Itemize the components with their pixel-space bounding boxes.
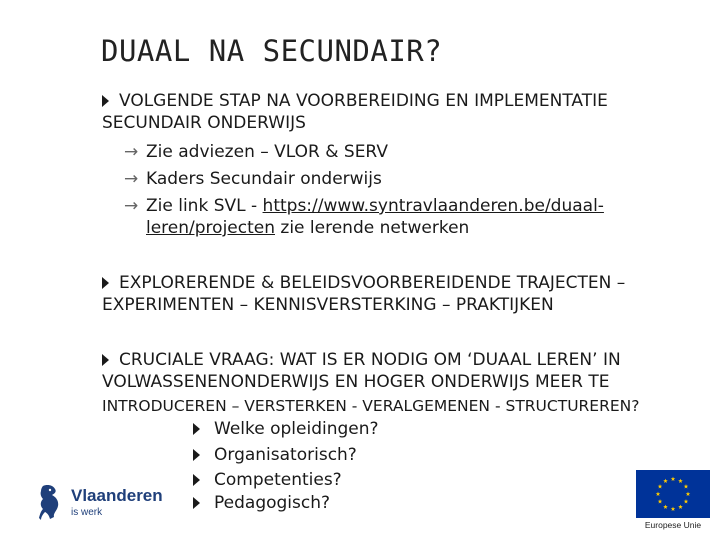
bullet-triangle-icon xyxy=(102,277,109,289)
question-text: Organisatorisch? xyxy=(214,445,357,465)
sub-item-3-continued xyxy=(146,218,469,238)
bullet-triangle-icon xyxy=(193,423,200,435)
eu-caption: Europese Unie xyxy=(644,520,702,530)
question-item xyxy=(193,493,330,513)
sub-item-2-text: Kaders Secundair onderwijs xyxy=(146,169,382,189)
arrow-icon: → xyxy=(124,196,139,216)
question-text: Competenties? xyxy=(214,470,342,490)
sub-item-1 xyxy=(124,141,388,163)
sub-item-3-prefix: Zie link SVL - xyxy=(146,196,263,216)
sub-item-2 xyxy=(124,168,382,190)
section-2-heading xyxy=(102,272,692,316)
section-3-heading-continued: INTRODUCEREN – VERSTERKEN - VERALGEMENEN - STRUCTUREREN? xyxy=(102,397,640,415)
vlaanderen-logo xyxy=(37,477,187,527)
question-text: Pedagogisch? xyxy=(214,493,331,513)
section-1-heading-text: VOLGENDE STAP NA VOORBEREIDING EN IMPLEMENTATIE SECUNDAIR ONDERWIJS xyxy=(102,91,608,133)
question-item xyxy=(193,445,357,465)
slide-title: DUAAL NA SECUNDAIR? xyxy=(101,34,443,68)
section-1-heading xyxy=(102,90,682,134)
bullet-triangle-icon xyxy=(193,474,200,486)
svl-link-line-1[interactable]: https://www.syntravlaanderen.be/duaal- xyxy=(262,196,604,216)
arrow-icon: → xyxy=(124,169,139,189)
sub-item-3 xyxy=(124,195,604,217)
vlaanderen-logo-name: Vlaanderen xyxy=(71,486,163,505)
eu-flag-icon xyxy=(636,470,710,518)
question-item xyxy=(193,419,379,439)
svl-link-line-2[interactable]: leren/projecten xyxy=(146,218,275,238)
question-item xyxy=(193,470,342,490)
sub-item-3-suffix: zie lerende netwerken xyxy=(275,218,470,238)
section-3-heading xyxy=(102,349,702,393)
question-text: Welke opleidingen? xyxy=(214,419,379,439)
section-3-heading-text: CRUCIALE VRAAG: WAT IS ER NODIG OM ‘DUAAL LEREN’ IN VOLWASSENENONDERWIJS EN HOGER ONDERWIJS MEER TE xyxy=(102,350,621,392)
arrow-icon: → xyxy=(124,142,139,162)
bullet-triangle-icon xyxy=(102,95,109,107)
bullet-triangle-icon xyxy=(102,354,109,366)
vlaanderen-logo-tagline: is werk xyxy=(71,507,103,518)
flemish-lion-icon xyxy=(37,482,63,522)
bullet-triangle-icon xyxy=(193,449,200,461)
section-2-heading-text: EXPLORERENDE & BELEIDSVOORBEREIDENDE TRAJECTEN – EXPERIMENTEN – KENNISVERSTERKING – PRAKTIJKEN xyxy=(102,273,626,315)
sub-item-1-text: Zie adviezen – VLOR & SERV xyxy=(146,142,388,162)
bullet-triangle-icon xyxy=(193,497,200,509)
